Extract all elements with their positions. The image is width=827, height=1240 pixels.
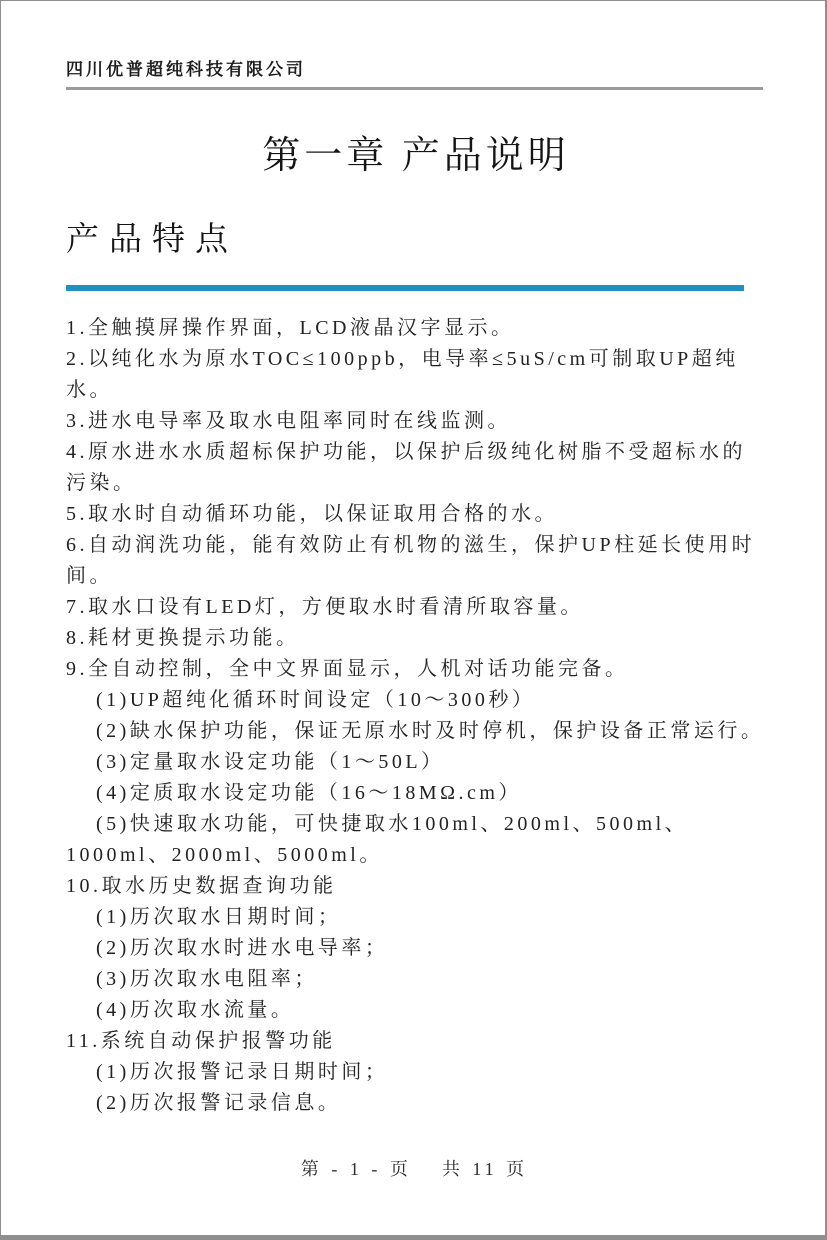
feature-item: 10.取水历史数据查询功能: [66, 875, 337, 898]
page-footer: [1, 1156, 827, 1182]
feature-subitem: (2)历次取水时进水电导率；: [96, 937, 389, 960]
feature-item: 9.全自动控制，全中文界面显示，人机对话功能完备。: [66, 658, 629, 681]
section-accent-rule: [66, 285, 744, 291]
feature-subitem: (2)缺水保护功能，保证无原水时及时停机，保护设备正常运行。: [96, 720, 765, 743]
feature-subitem: (4)定质取水设定功能（16～18MΩ.cm）: [96, 782, 522, 805]
feature-item: 3.进水电导率及取水电阻率同时在线监测。: [66, 410, 511, 433]
feature-subitem: (1)UP超纯化循环时间设定（10～300秒）: [96, 689, 536, 712]
feature-item: 7.取水口设有LED灯，方便取水时看清所取容量。: [66, 596, 584, 619]
chapter-title: 第一章 产品说明: [262, 135, 570, 177]
feature-item: 5.取水时自动循环功能，以保证取用合格的水。: [66, 503, 558, 526]
feature-subitem: (1)历次取水日期时间；: [96, 906, 342, 929]
feature-subitem: (3)历次取水电阻率；: [96, 968, 318, 991]
feature-item: 4.原水进水水质超标保护功能，以保护后级纯化树脂不受超标水的污染。: [66, 441, 746, 495]
page-content: [66, 1, 766, 1119]
feature-subitem: (5)快速取水功能，可快捷取水100ml、200ml、500ml、1000ml、2000ml、5000ml。: [66, 813, 689, 867]
header-company-name: 四川优普超纯科技有限公司: [66, 60, 306, 79]
footer-page-number: 第 - 1 - 页: [300, 1159, 412, 1179]
section-heading: 产品特点: [66, 222, 238, 258]
feature-item: 1.全触摸屏操作界面，LCD液晶汉字显示。: [66, 317, 515, 340]
feature-subitem: (4)历次取水流量。: [96, 999, 295, 1022]
feature-item: 11.系统自动保护报警功能: [66, 1030, 336, 1053]
feature-item: 2.以纯化水为原水TOC≤100ppb，电导率≤5uS/cm可制取UP超纯水。: [66, 348, 739, 402]
header-rule-divider: [66, 87, 763, 90]
feature-subitem: (1)历次报警记录日期时间；: [96, 1061, 389, 1084]
feature-item: 6.自动润洗功能，能有效防止有机物的滋生，保护UP柱延长使用时间。: [66, 534, 756, 588]
feature-item: 8.耗材更换提示功能。: [66, 627, 300, 650]
footer-total-pages: 共 11 页: [441, 1159, 529, 1179]
feature-subitem: (2)历次报警记录信息。: [96, 1092, 342, 1115]
feature-subitem: (3)定量取水设定功能（1～50L）: [96, 751, 445, 774]
feature-list: [66, 313, 766, 1119]
